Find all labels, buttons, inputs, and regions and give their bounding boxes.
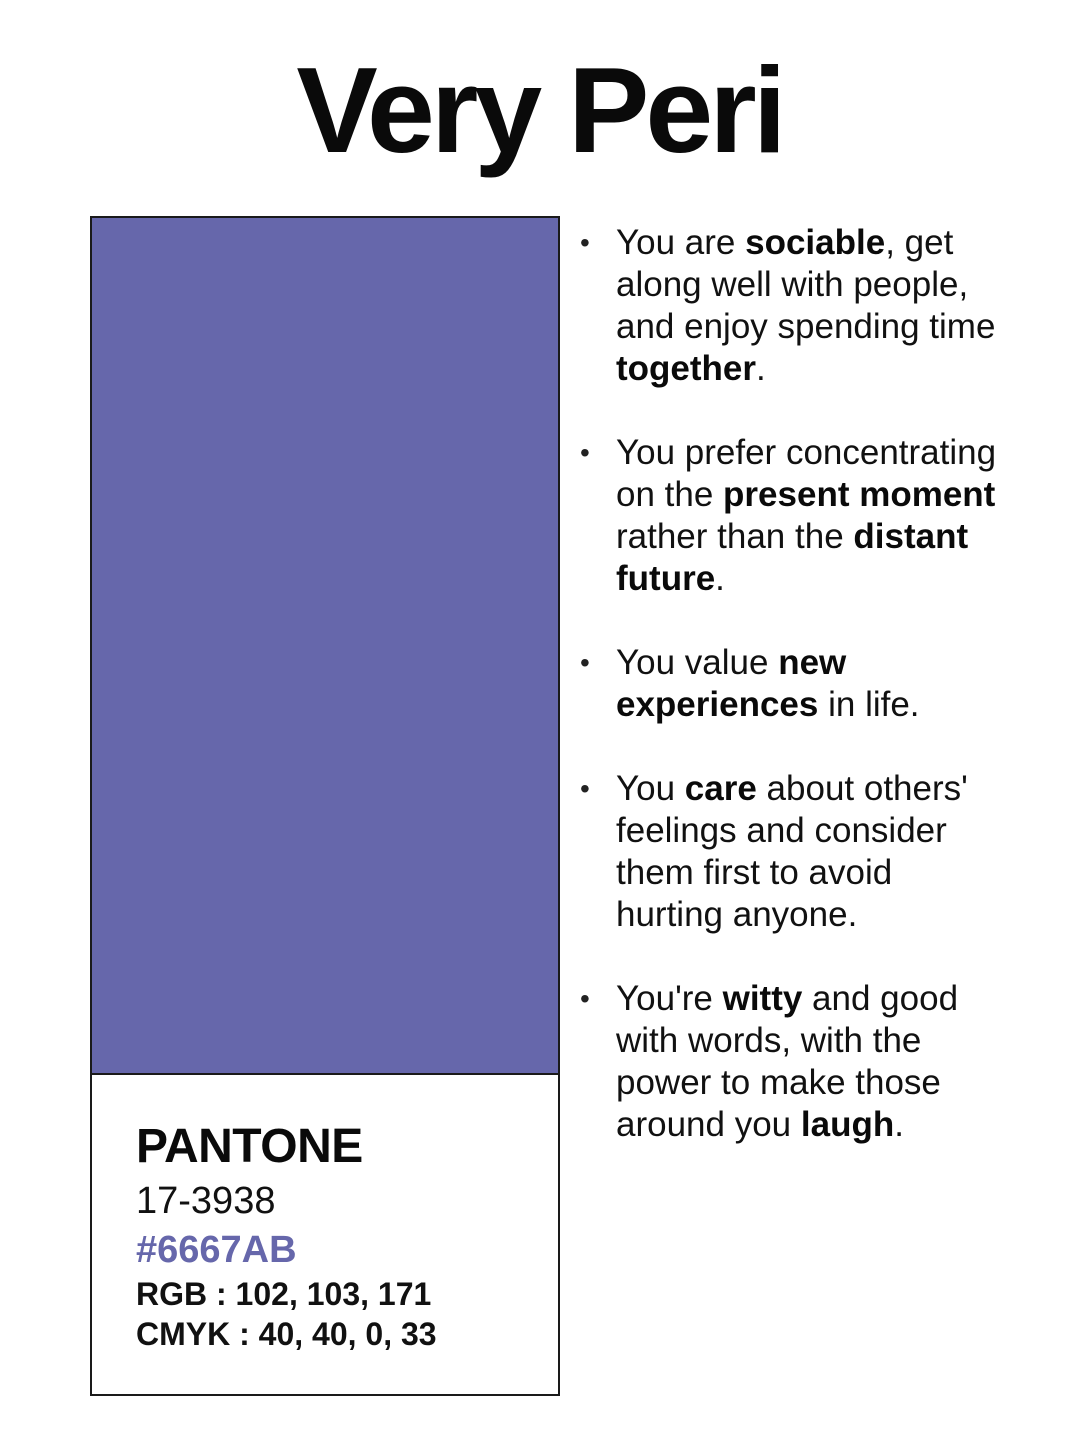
- trait-emphasis: care: [684, 769, 757, 808]
- trait-text: You're: [616, 979, 723, 1018]
- trait-text: You prefer concentrating on the: [616, 433, 997, 514]
- bullet-icon: •: [580, 983, 590, 1014]
- trait-item: [580, 222, 1000, 390]
- trait-item: [580, 768, 1000, 936]
- trait-item: [580, 432, 1000, 600]
- page-title: Very Peri: [296, 42, 783, 178]
- trait-item: [580, 642, 1000, 726]
- swatch-rgb: RGB : 102, 103, 171: [136, 1276, 432, 1312]
- personality-traits-list: [580, 222, 1000, 1188]
- trait-item: [580, 978, 1000, 1146]
- trait-text: and good with words, with the power to make those around you: [616, 979, 959, 1144]
- trait-text: , get along well with people, and enjoy spending time: [616, 223, 996, 346]
- trait-emphasis: together: [616, 349, 756, 388]
- bullet-icon: •: [580, 227, 590, 258]
- bullet-icon: •: [580, 773, 590, 804]
- trait-text: in life.: [818, 685, 920, 724]
- trait-text: rather than the: [616, 517, 854, 556]
- trait-text: .: [715, 559, 725, 598]
- trait-emphasis: present moment: [723, 475, 996, 514]
- swatch-cmyk: CMYK : 40, 40, 0, 33: [136, 1316, 437, 1352]
- bullet-icon: •: [580, 647, 590, 678]
- trait-text: You: [616, 769, 685, 808]
- swatch-hex: #6667AB: [136, 1229, 297, 1271]
- swatch-code: 17-3938: [136, 1180, 276, 1222]
- trait-text: You value: [616, 643, 779, 682]
- trait-emphasis: distant future: [616, 517, 969, 598]
- swatch-brand: PANTONE: [136, 1120, 363, 1173]
- trait-text: You are: [616, 223, 746, 262]
- trait-emphasis: witty: [722, 979, 803, 1018]
- trait-emphasis: sociable: [745, 223, 886, 262]
- trait-text: .: [756, 349, 766, 388]
- trait-text: .: [894, 1105, 904, 1144]
- swatch-info: [136, 1118, 536, 1354]
- color-swatch-card: [90, 216, 560, 1396]
- trait-emphasis: new experiences: [616, 643, 847, 724]
- bullet-icon: •: [580, 437, 590, 468]
- trait-emphasis: laugh: [800, 1105, 895, 1144]
- color-swatch: [92, 218, 558, 1075]
- trait-text: about others' feelings and consider them first to avoid hurting anyone.: [616, 769, 968, 934]
